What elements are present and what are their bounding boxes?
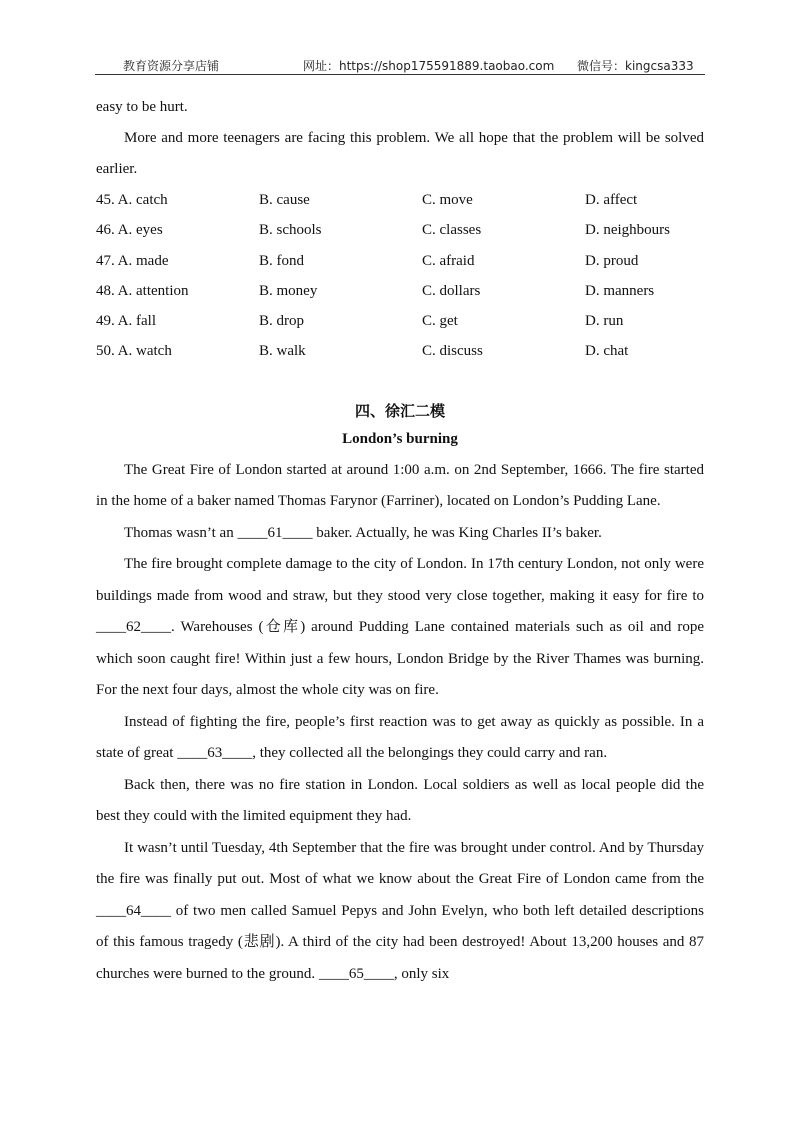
article-title: London’s burning xyxy=(342,430,458,447)
option-d: D. affect xyxy=(585,192,638,208)
option-b: B. drop xyxy=(259,313,304,330)
option-a: 48. A. attention xyxy=(96,282,189,299)
option-a: 45. A. catch xyxy=(96,192,168,208)
article-paragraph-2: Thomas wasn’t an ____61____ baker. Actually, he was King Charles II’s baker. xyxy=(124,524,602,541)
option-d: D. run xyxy=(585,313,624,330)
option-b: B. fond xyxy=(259,252,304,269)
option-row-49 xyxy=(96,306,704,336)
header-wechat: 微信号：kingcsa333 xyxy=(577,59,694,73)
option-d: D. manners xyxy=(585,282,655,299)
option-c: C. classes xyxy=(422,222,482,239)
option-d: D. chat xyxy=(585,343,629,360)
option-row-45 xyxy=(96,185,704,215)
option-b: B. walk xyxy=(259,343,306,360)
option-b: B. schools xyxy=(259,222,322,239)
page-header xyxy=(95,56,705,75)
option-row-47 xyxy=(96,246,704,276)
option-row-48 xyxy=(96,276,704,306)
article-paragraph-6: It wasn’t until Tuesday, 4th September that the fire was brought under control. And by Thursday the fire was finally put out. Most of what we know about the Great Fire of London came from the ____64____ of two men called Samuel Pepys and John Evelyn, who both left detailed descriptions of this famous tragedy (悲剧). A third of the city had been destroyed! About 13,200 houses and 87 churches were burned to the ground. ____65____, only six xyxy=(96,839,704,982)
option-d: D. neighbours xyxy=(585,222,670,239)
article-paragraph-3: The fire brought complete damage to the city of London. In 17th century London, not only were buildings made from wood and straw, but they stood very close together, making it easy for fire to ____62____. Warehouses (仓库) around Pudding Lane contained materials such as oil and rope which soon caught fire! Within just a few hours, London Bridge by the River Thames was burning. For the next four days, almost the whole city was on fire. xyxy=(96,556,704,699)
option-c: C. dollars xyxy=(422,282,481,299)
option-c: C. get xyxy=(422,313,458,330)
options-list xyxy=(96,185,704,367)
option-a: 49. A. fall xyxy=(96,313,156,330)
option-a: 50. A. watch xyxy=(96,343,172,360)
option-c: C. discuss xyxy=(422,343,483,360)
article-body xyxy=(96,455,704,991)
intro-paragraph-2: More and more teenagers are facing this problem. We all hope that the problem will be solved earlier. xyxy=(96,130,704,177)
header-shop-name: 教育资源分享店铺 xyxy=(123,59,220,73)
option-b: B. cause xyxy=(259,192,310,208)
option-a: 46. A. eyes xyxy=(96,222,163,239)
section-title: 四、徐汇二模 xyxy=(354,401,445,420)
option-b: B. money xyxy=(259,282,318,299)
option-c: C. afraid xyxy=(422,252,475,269)
article-paragraph-5: Back then, there was no fire station in London. Local soldiers as well as local people did the best they could with the limited equipment they had. xyxy=(96,776,704,825)
header-url[interactable]: 网址：https://shop175591889.taobao.com xyxy=(303,59,555,73)
page-content xyxy=(96,92,704,990)
intro-paragraph-1: easy to be hurt. xyxy=(96,99,188,115)
option-c: C. move xyxy=(422,192,473,208)
option-row-50 xyxy=(96,336,704,366)
option-row-46 xyxy=(96,215,704,245)
article-paragraph-1: The Great Fire of London started at around 1:00 a.m. on 2nd September, 1666. The fire started in the home of a baker named Thomas Farynor (Farriner), located on London’s Pudding Lane. xyxy=(96,461,704,510)
article-paragraph-4: Instead of fighting the fire, people’s first reaction was to get away as quickly as possible. In a state of great ____63____, they collected all the belongings they could carry and ran. xyxy=(96,713,704,762)
option-a: 47. A. made xyxy=(96,252,169,269)
option-d: D. proud xyxy=(585,252,639,269)
